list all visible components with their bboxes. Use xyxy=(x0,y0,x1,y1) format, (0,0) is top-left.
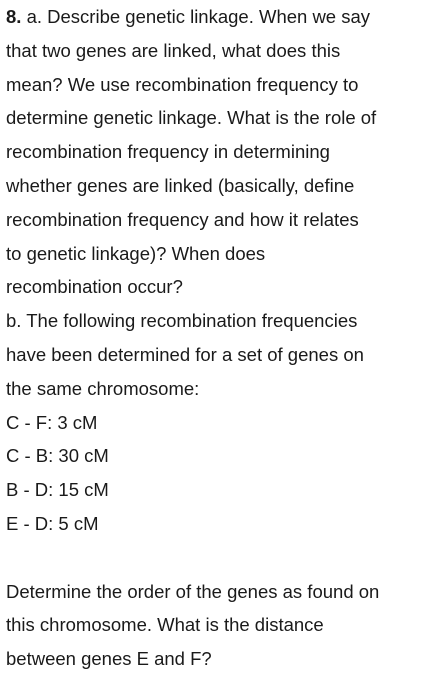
frequency-item: C - B: 30 cM xyxy=(6,445,109,467)
part-a-line-4: determine genetic linkage. What is the role of xyxy=(6,107,377,129)
part-a-line-8: to genetic linkage)? When does xyxy=(6,242,266,264)
part-a-line-5: recombination frequency in determining xyxy=(6,141,330,163)
part-a-line-9: recombination occur? xyxy=(6,276,183,298)
part-a-text-1: a. Describe genetic linkage. When we say xyxy=(21,6,371,27)
frequency-item: B - D: 15 cM xyxy=(6,479,109,501)
frequency-item: C - F: 3 cM xyxy=(6,411,98,433)
blank-line xyxy=(6,541,420,575)
part-a-line-1 xyxy=(6,0,420,34)
part-a-line-6: whether genes are linked (basically, define xyxy=(6,174,355,196)
part-b-line-1: b. The following recombination frequencies xyxy=(6,310,358,332)
part-a-line-7: recombination frequency and how it relates xyxy=(6,208,359,230)
part-a-line-3: mean? We use recombination frequency to xyxy=(6,73,359,95)
part-a-line-2: that two genes are linked, what does this xyxy=(6,39,341,61)
question-number: 8. xyxy=(6,6,22,27)
prompt-line-1: Determine the order of the genes as found on xyxy=(6,580,380,602)
frequency-item: E - D: 5 cM xyxy=(6,512,99,534)
part-b-line-2: have been determined for a set of genes on xyxy=(6,343,364,365)
part-b-line-3: the same chromosome: xyxy=(6,377,200,399)
prompt-line-2: this chromosome. What is the distance xyxy=(6,614,324,636)
prompt-line-3: between genes E and F? xyxy=(6,648,212,670)
